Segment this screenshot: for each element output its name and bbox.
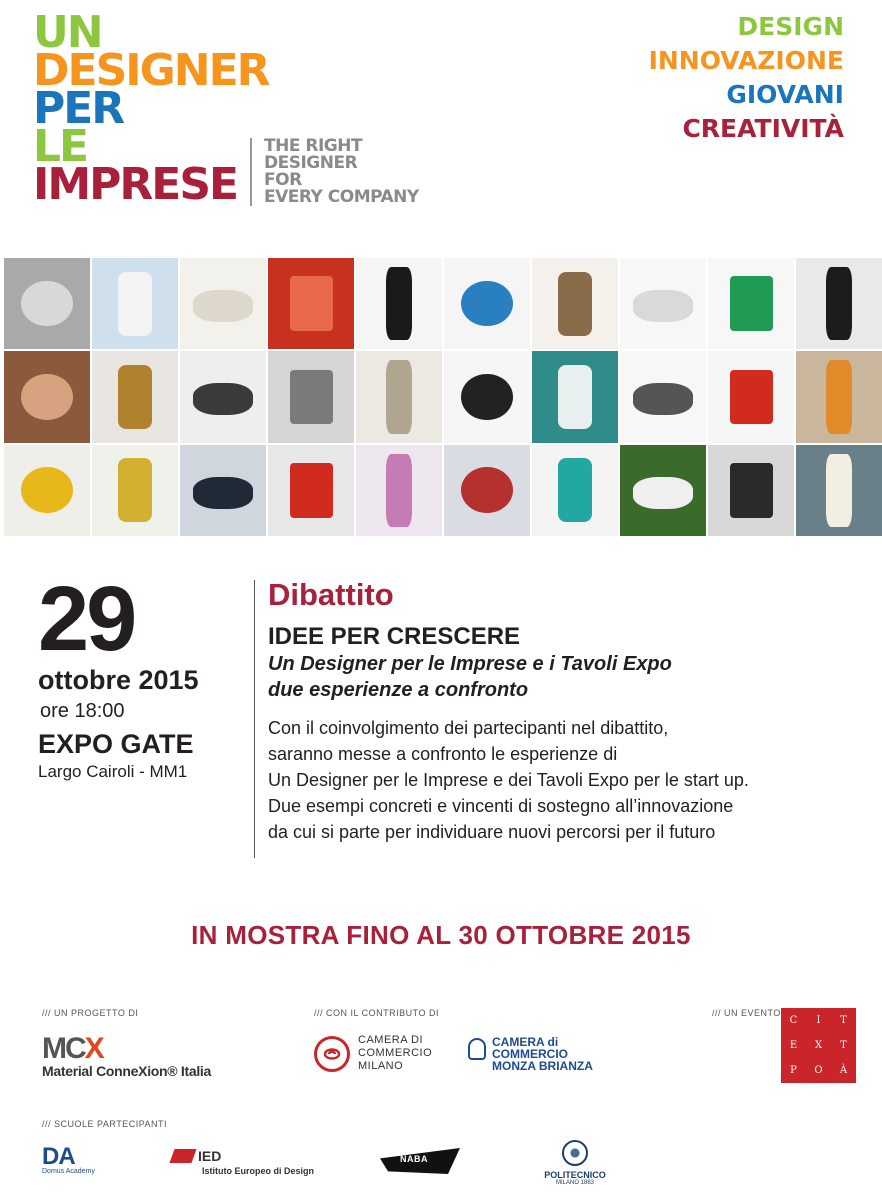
naba-logo <box>380 1148 460 1174</box>
logo-line-1: UN <box>33 7 102 58</box>
blue-lamp-photo <box>444 258 530 349</box>
black-pendant-photo <box>356 258 442 349</box>
brass-valve-shape <box>118 365 152 429</box>
curved-bench-photo <box>4 258 90 349</box>
design-products-mosaic <box>4 258 882 538</box>
cit-expo-letter: T <box>840 1015 847 1026</box>
cit-expo-letter: C <box>789 1015 798 1026</box>
event-day: 29 <box>38 568 135 670</box>
product-tags-photo <box>356 351 442 442</box>
mcx-logo <box>42 1032 211 1079</box>
ied-logo <box>172 1148 314 1176</box>
red-bowls-shape <box>730 370 773 425</box>
politecnico-name: POLITECNICO <box>544 1170 606 1180</box>
ccm-line: MILANO <box>358 1060 404 1072</box>
workshop-light-photo <box>796 445 882 536</box>
face-figure-shape <box>558 272 592 336</box>
dark-geometric-photo <box>796 258 882 349</box>
mcx-name: Material ConneXion® Italia <box>42 1063 211 1079</box>
blue-lamp-shape <box>461 281 513 327</box>
ccmb-line: COMMERCIO <box>492 1047 568 1061</box>
red-bowls-photo <box>708 351 794 442</box>
green-phone-shape <box>730 276 773 331</box>
boxer-sketch-shape <box>633 383 693 415</box>
white-origami-photo <box>620 258 706 349</box>
mcx-mark <box>42 1032 211 1065</box>
schools-label: /// SCUOLE PARTECIPANTI <box>42 1119 168 1129</box>
bicycle-colorful-photo <box>92 445 178 536</box>
talk-title: IDEE PER CRESCERE <box>268 623 521 650</box>
camera-commercio-monza-logo <box>468 1036 593 1072</box>
ccm-line: CAMERA DI <box>358 1034 424 1046</box>
keywords <box>649 10 844 146</box>
keyword-innovazione: INNOVAZIONE <box>648 46 844 75</box>
cit-expo-letter: T <box>840 1040 847 1051</box>
cit-expo-letter: X <box>814 1040 823 1051</box>
red-eye-photo <box>444 445 530 536</box>
event-venue: EXPO GATE <box>38 729 194 759</box>
talk-subtitle-line: due esperienze a confronto <box>268 679 529 701</box>
tagline-line: DESIGNER <box>264 153 358 173</box>
mcx-mark-x: X <box>84 1032 103 1065</box>
keyword-design: DESIGN <box>737 12 844 41</box>
model-portrait-photo <box>4 351 90 442</box>
red-chair-shape <box>290 463 333 518</box>
interior-room-photo <box>796 351 882 442</box>
cit-expo-letter: P <box>790 1065 797 1076</box>
naba-mark: NABA <box>400 1154 428 1164</box>
teal-ruler-shape <box>558 365 592 429</box>
pattern-vase-photo <box>356 445 442 536</box>
camera-commercio-monza-text <box>492 1036 593 1072</box>
tagline-line: EVERY COMPANY <box>264 187 419 207</box>
teal-bicycle-photo <box>532 445 618 536</box>
contribution-label: /// CON IL CONTRIBUTO DI <box>314 1008 440 1018</box>
black-pendant-shape <box>386 267 412 340</box>
ccmb-line: MONZA BRIANZA <box>492 1059 593 1073</box>
grass-object-shape <box>633 477 693 509</box>
domus-academy-logo <box>42 1143 95 1175</box>
domus-academy-name: Domus Academy <box>42 1168 95 1175</box>
logo-line-3: PER <box>33 83 124 134</box>
pattern-vase-shape <box>386 454 412 527</box>
yellow-valve-shape <box>21 467 73 513</box>
project-label: /// UN PROGETTO DI <box>42 1008 139 1018</box>
crest-icon <box>468 1038 486 1060</box>
dark-geometric-shape <box>826 267 852 340</box>
ied-word: IED <box>198 1148 222 1164</box>
vertical-divider <box>254 580 255 858</box>
boxer-sketch-photo <box>620 351 706 442</box>
camera-commercio-milano-emblem-icon <box>314 1036 350 1072</box>
teal-bicycle-shape <box>558 458 592 522</box>
talk-section <box>268 577 868 845</box>
cit-expo-letter: I <box>816 1015 821 1026</box>
talk-description-line: Due esempi concreti e vincenti di sostegno all’innovazione <box>268 796 734 816</box>
logo-line-2: DESIGNER <box>33 45 269 96</box>
dark-chair-photo <box>180 445 266 536</box>
cit-expo-letter: À <box>839 1065 848 1076</box>
white-sculpture-shape <box>193 290 253 322</box>
talk-description-line: Un Designer per le Imprese e dei Tavoli Expo per le start up. <box>268 770 749 790</box>
grass-object-photo <box>620 445 706 536</box>
keyword-creativita: CREATIVITÀ <box>682 114 844 143</box>
ccmb-line: CAMERA di <box>492 1035 559 1049</box>
cit-expo-letter: E <box>789 1040 798 1051</box>
talk-subtitle-line: Un Designer per le Imprese e i Tavoli Expo <box>268 653 672 675</box>
bicycle-colorful-shape <box>118 458 152 522</box>
politecnico-seal-icon <box>562 1140 588 1166</box>
face-figure-photo <box>532 258 618 349</box>
camera-commercio-milano-logo <box>314 1034 432 1073</box>
red-eye-shape <box>461 467 513 513</box>
mcx-mark-a: MC <box>42 1032 85 1065</box>
politecnico-logo <box>540 1140 610 1186</box>
black-drop-shape <box>461 374 513 420</box>
domus-academy-mark: DA <box>42 1143 75 1170</box>
tagline-line: FOR <box>264 170 302 190</box>
cit-expo-letter: O <box>814 1065 823 1076</box>
interior-room-shape <box>826 360 852 433</box>
logo-un-designer-per-le-imprese <box>33 7 269 210</box>
ied-mark-icon <box>169 1149 196 1163</box>
knot-icon <box>321 1043 343 1065</box>
event-month: ottobre 2015 <box>38 665 199 695</box>
gloves-photo <box>180 351 266 442</box>
talk-description-line: Con il coinvolgimento dei partecipanti nel dibattito, <box>268 718 669 738</box>
curved-bench-shape <box>21 281 73 327</box>
tagline <box>250 138 419 206</box>
keyword-giovani: GIOVANI <box>726 80 844 109</box>
red-object-photo <box>268 258 354 349</box>
cit-expo-logo <box>781 1008 856 1083</box>
talk-description <box>268 715 868 845</box>
logo-line-5: IMPRESE <box>33 159 238 210</box>
teal-ruler-photo <box>532 351 618 442</box>
ccm-line: COMMERCIO <box>358 1047 433 1059</box>
ied-top <box>172 1148 314 1164</box>
white-origami-shape <box>633 290 693 322</box>
logo-line-4: LE <box>33 121 88 172</box>
red-object-shape <box>290 276 333 331</box>
workshop-light-shape <box>826 454 852 527</box>
tagline-line: THE RIGHT <box>264 136 363 156</box>
black-drop-photo <box>444 351 530 442</box>
brass-valve-photo <box>92 351 178 442</box>
model-portrait-shape <box>21 374 73 420</box>
shelves-photo <box>268 351 354 442</box>
yellow-valve-photo <box>4 445 90 536</box>
ied-name: Istituto Europeo di Design <box>202 1166 314 1176</box>
talk-description-line: saranno messe a confronto le esperienze di <box>268 744 618 764</box>
event-time: ore 18:00 <box>40 700 125 722</box>
dark-chair-shape <box>193 477 253 509</box>
shelves-shape <box>290 370 333 425</box>
talk-description-line: da cui si parte per individuare nuovi percorsi per il futuro <box>268 822 716 842</box>
event-address: Largo Cairoli - MM1 <box>38 762 188 781</box>
window-interior-shape <box>118 272 152 336</box>
white-sculpture-photo <box>180 258 266 349</box>
politecnico-sub: MILANO 1863 <box>555 1180 595 1186</box>
green-phone-photo <box>708 258 794 349</box>
red-chair-photo <box>268 445 354 536</box>
window-interior-photo <box>92 258 178 349</box>
event-label: /// UN EVENTO <box>712 1008 781 1018</box>
product-tags-shape <box>386 360 412 433</box>
gloves-shape <box>193 383 253 415</box>
camera-commercio-milano-text <box>358 1034 432 1073</box>
talk-type: Dibattito <box>268 577 394 612</box>
black-bags-shape <box>730 463 773 518</box>
black-bags-photo <box>708 445 794 536</box>
exhibit-dates: IN MOSTRA FINO AL 30 OTTOBRE 2015 <box>191 920 691 950</box>
event-date-venue <box>38 568 199 782</box>
